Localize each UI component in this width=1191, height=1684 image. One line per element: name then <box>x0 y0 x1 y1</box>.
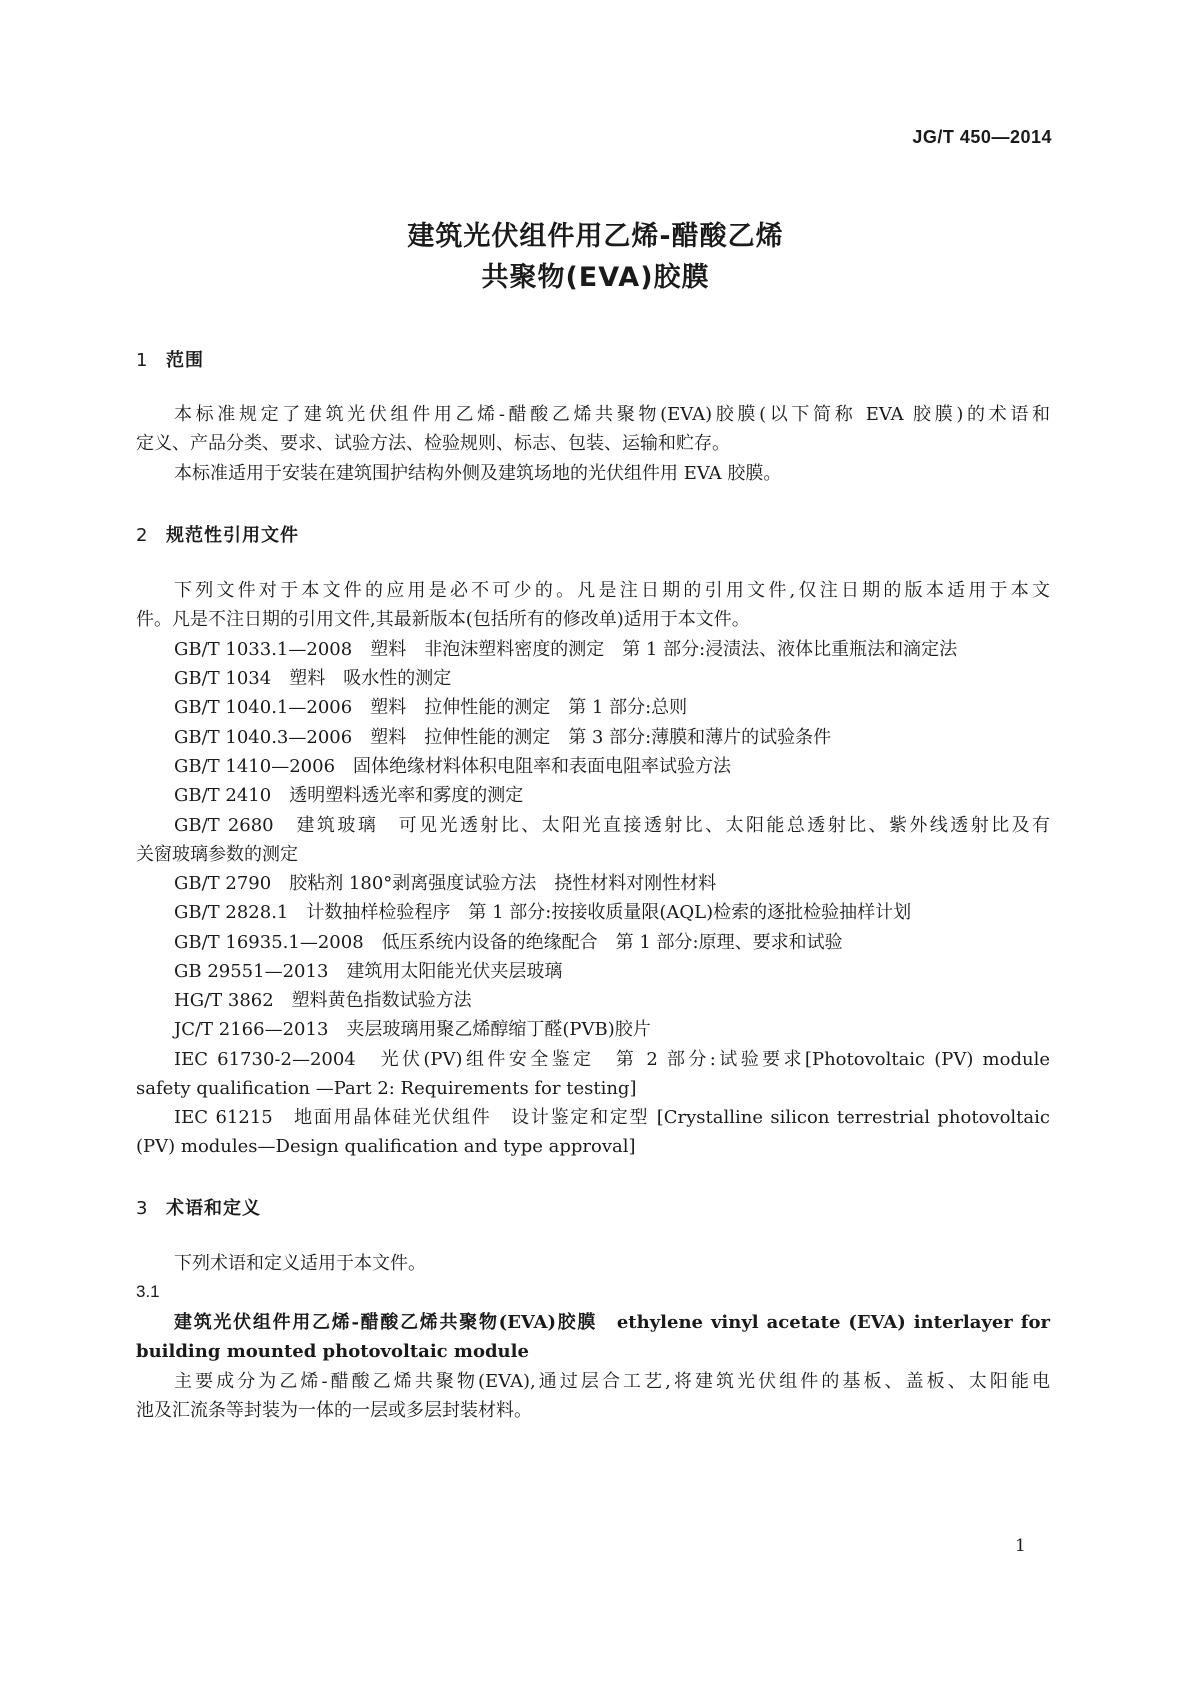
reference-entry: GB 29551—2013 建筑用太阳能光伏夹层玻璃 <box>174 961 563 982</box>
document-title-line-1: 建筑光伏组件用乙烯-醋酸乙烯 <box>407 221 784 252</box>
reference-entry: GB/T 2828.1 计数抽样检验程序 第 1 部分:按接收质量限(AQL)检索的逐批检验抽样计划 <box>174 902 912 923</box>
paragraph-line: 定义、产品分类、要求、试验方法、检验规则、标志、包装、运输和贮存。 <box>136 433 730 454</box>
reference-entry-continuation: safety qualification —Part 2: Requirements for testing] <box>136 1078 637 1099</box>
definition-line: 主要成分为乙烯-醋酸乙烯共聚物(EVA),通过层合工艺,将建筑光伏组件的基板、盖板、太阳能电 <box>174 1371 1050 1392</box>
section-title: 范围 <box>166 350 204 371</box>
reference-entry: GB/T 1034 塑料 吸水性的测定 <box>174 668 452 689</box>
term-entry: 建筑光伏组件用乙烯-醋酸乙烯共聚物(EVA)胶膜 ethylene vinyl acetate (EVA) interlayer for <box>174 1312 1050 1333</box>
section-3-heading <box>136 1194 261 1220</box>
reference-entry: GB/T 2410 透明塑料透光率和雾度的测定 <box>174 785 524 806</box>
section-2-heading <box>136 521 299 547</box>
reference-entry-continuation: 关窗玻璃参数的测定 <box>136 844 298 865</box>
reference-entry: GB/T 2790 胶粘剂 180°剥离强度试验方法 挠性材料对刚性材料 <box>174 873 717 894</box>
definition-line: 池及汇流条等封装为一体的一层或多层封装材料。 <box>136 1400 532 1421</box>
reference-entry: GB/T 1033.1—2008 塑料 非泡沫塑料密度的测定 第 1 部分:浸渍法、液体比重瓶法和滴定法 <box>174 639 958 660</box>
paragraph-line: 下列术语和定义适用于本文件。 <box>174 1253 426 1274</box>
reference-entry: GB/T 16935.1—2008 低压系统内设备的绝缘配合 第 1 部分:原理、要求和试验 <box>174 932 843 953</box>
clause-number: 3.1 <box>136 1282 160 1301</box>
section-number: 1 <box>136 350 149 371</box>
reference-entry: GB/T 1410—2006 固体绝缘材料体积电阻率和表面电阻率试验方法 <box>174 756 732 777</box>
page-number: 1 <box>1015 1536 1026 1556</box>
reference-entry: GB/T 1040.3—2006 塑料 拉伸性能的测定 第 3 部分:薄膜和薄片的试验条件 <box>174 727 832 748</box>
paragraph-line: 本标准规定了建筑光伏组件用乙烯-醋酸乙烯共聚物(EVA)胶膜(以下简称 EVA 胶膜)的术语和 <box>174 404 1050 425</box>
reference-entry: HG/T 3862 塑料黄色指数试验方法 <box>174 990 472 1011</box>
document-title-line-2: 共聚物(EVA)胶膜 <box>481 262 710 293</box>
term-entry-continuation: building mounted photovoltaic module <box>136 1341 529 1362</box>
reference-entry: JC/T 2166—2013 夹层玻璃用聚乙烯醇缩丁醛(PVB)胶片 <box>174 1019 651 1040</box>
reference-entry: GB/T 1040.1—2006 塑料 拉伸性能的测定 第 1 部分:总则 <box>174 697 688 718</box>
section-1-heading <box>136 346 204 372</box>
paragraph-line: 下列文件对于本文件的应用是必不可少的。凡是注日期的引用文件,仅注日期的版本适用于本文 <box>174 580 1050 601</box>
reference-entry-continuation: (PV) modules—Design qualification and type approval] <box>136 1136 636 1157</box>
section-number: 2 <box>136 525 149 546</box>
section-title: 规范性引用文件 <box>166 525 299 546</box>
reference-entry: GB/T 2680 建筑玻璃 可见光透射比、太阳光直接透射比、太阳能总透射比、紫外线透射比及有 <box>174 815 1050 836</box>
paragraph-line: 件。凡是不注日期的引用文件,其最新版本(包括所有的修改单)适用于本文件。 <box>136 609 750 630</box>
section-number: 3 <box>136 1198 149 1219</box>
reference-entry: IEC 61730-2—2004 光伏(PV)组件安全鉴定 第 2 部分:试验要求[Photovoltaic (PV) module <box>174 1049 1050 1070</box>
section-title: 术语和定义 <box>166 1198 261 1219</box>
standard-number: JG/T 450—2014 <box>912 127 1052 147</box>
paragraph-line: 本标准适用于安装在建筑围护结构外侧及建筑场地的光伏组件用 EVA 胶膜。 <box>174 463 782 484</box>
reference-entry: IEC 61215 地面用晶体硅光伏组件 设计鉴定和定型 [Crystalline silicon terrestrial photovoltaic <box>174 1107 1050 1128</box>
